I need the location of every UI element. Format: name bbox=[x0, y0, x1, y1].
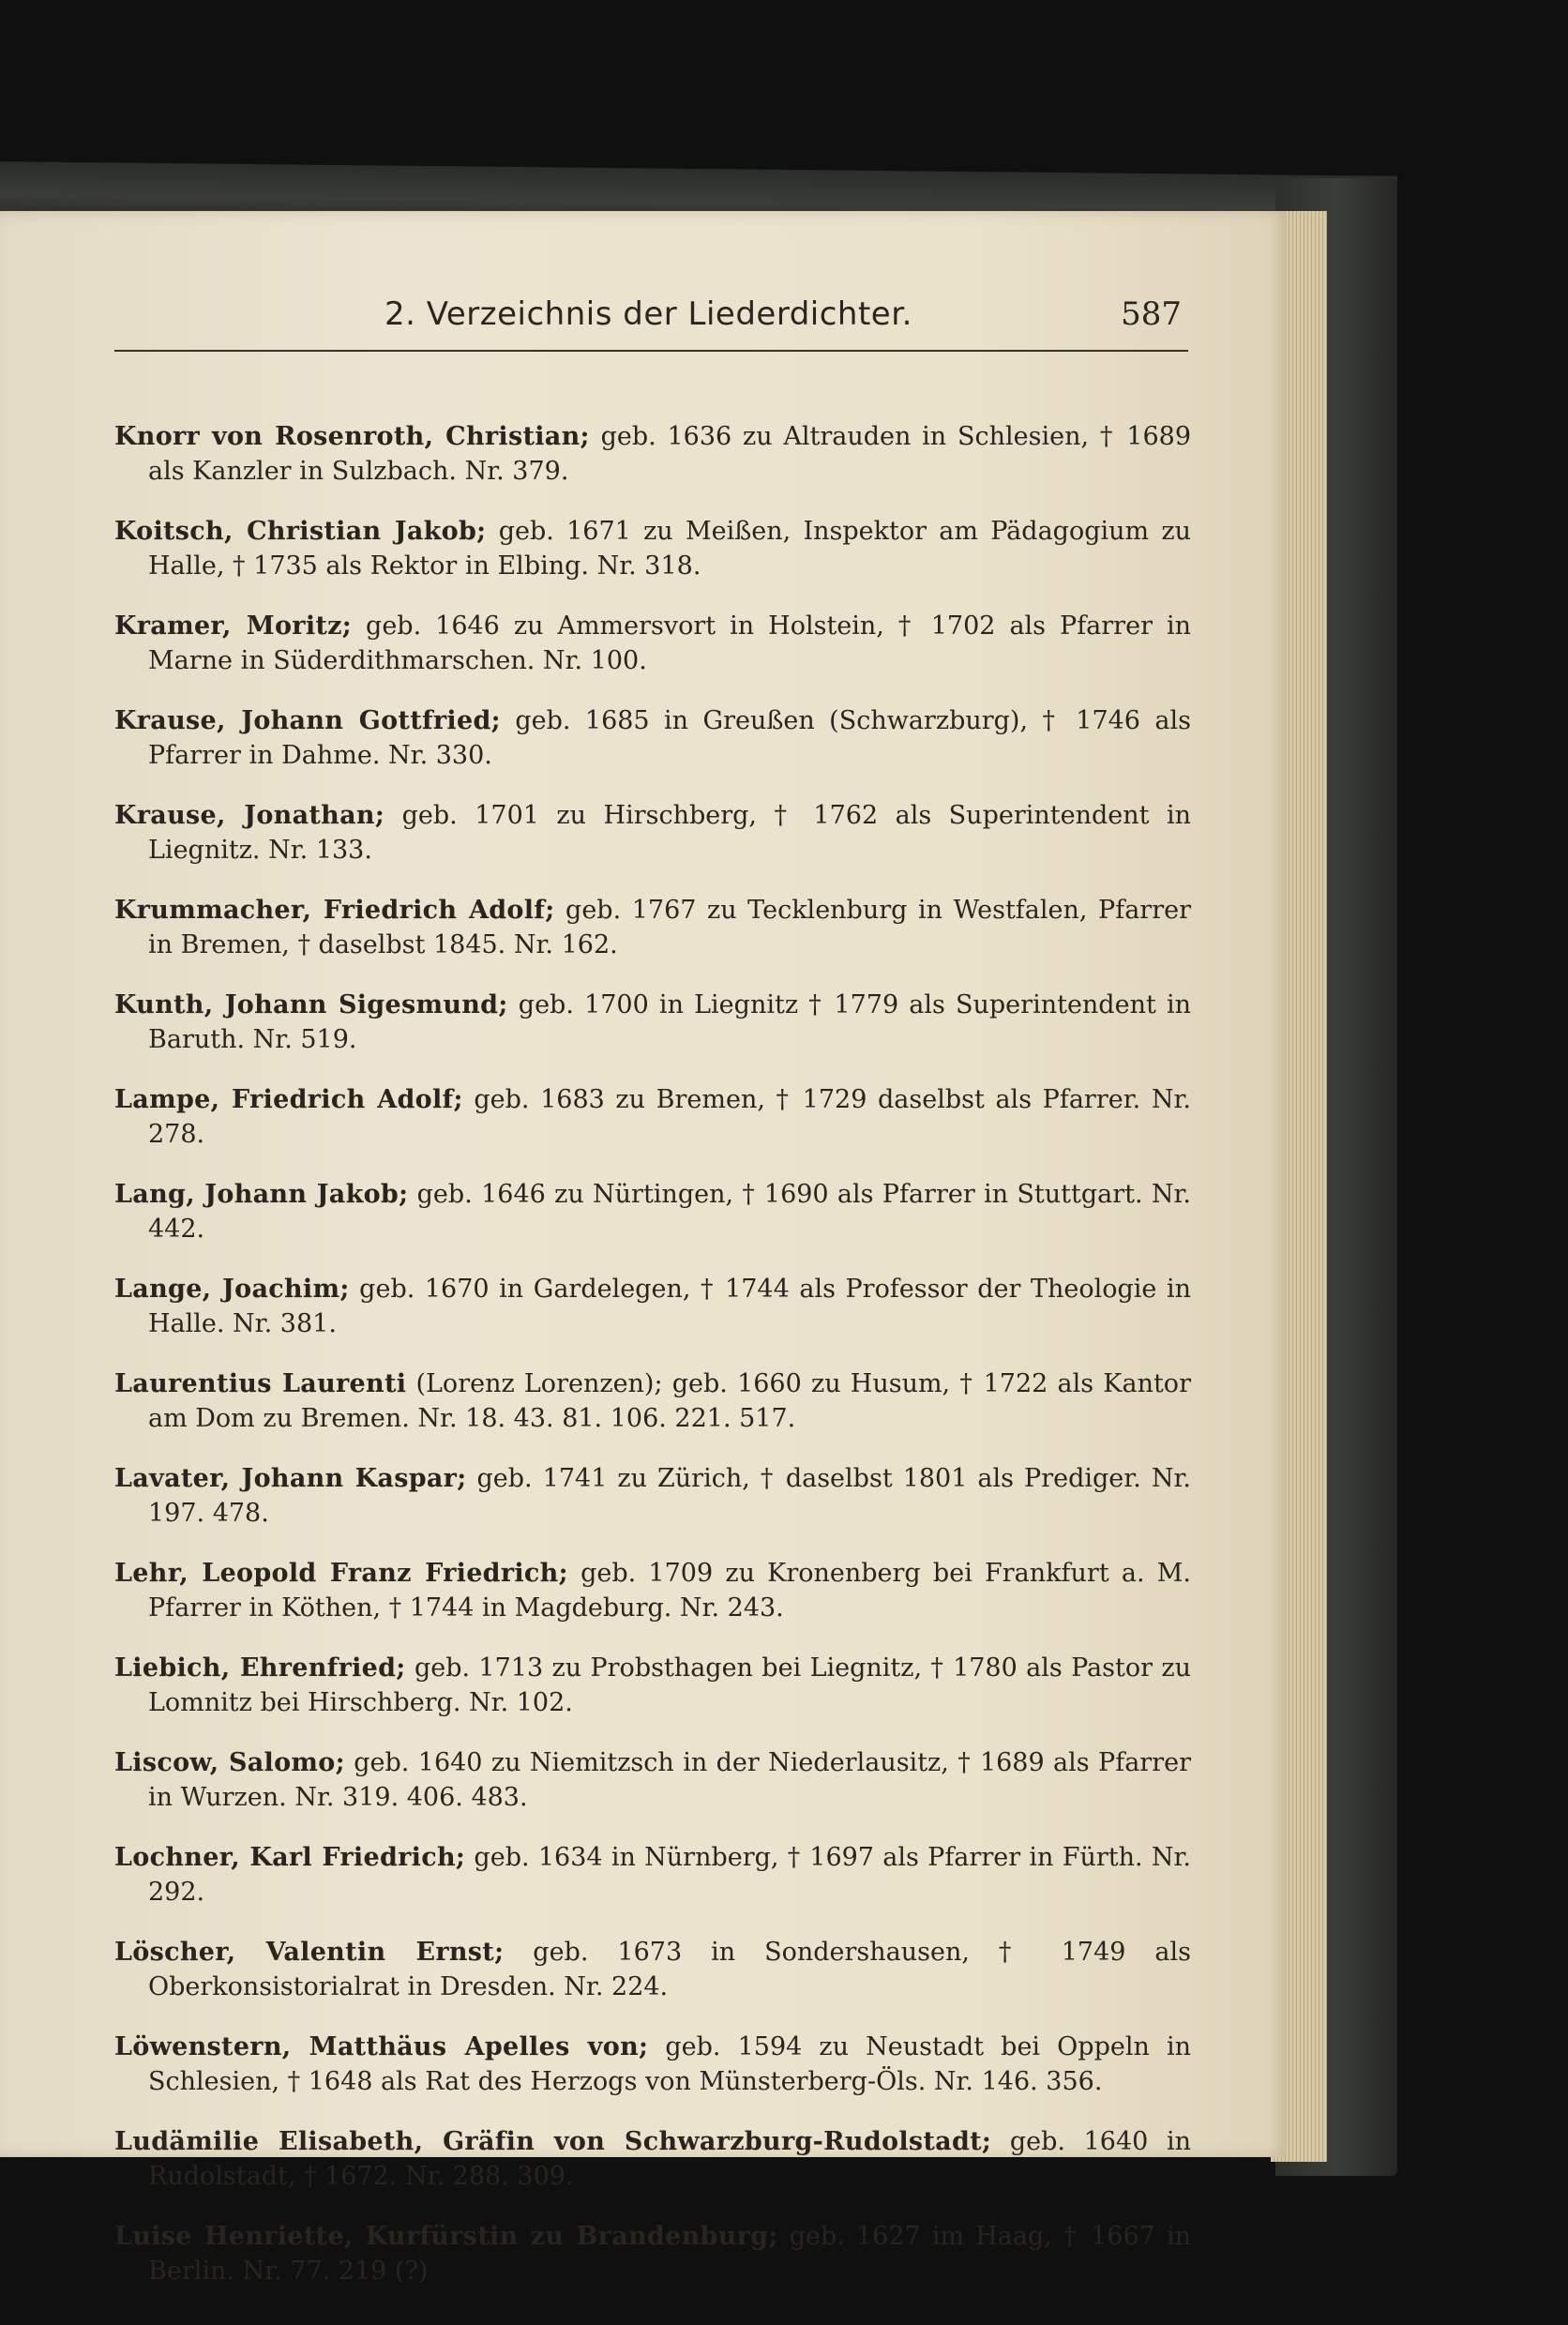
entry-laurentius bbox=[114, 1366, 1191, 1436]
poet-index-list bbox=[114, 394, 1191, 2309]
entry-name: Lang, Johann Jakob; bbox=[114, 1180, 409, 1209]
entry-loewenstern bbox=[114, 2030, 1191, 2099]
entry-name: Lehr, Leopold Franz Friedrich; bbox=[114, 1559, 568, 1588]
entry-luise-henriette bbox=[114, 2219, 1191, 2288]
entry-ludaemilie bbox=[114, 2124, 1191, 2194]
entry-name: Lochner, Karl Friedrich; bbox=[114, 1843, 466, 1872]
entry-name: Löwenstern, Matthäus Apelles von; bbox=[114, 2032, 649, 2061]
entry-name: Lampe, Friedrich Adolf; bbox=[114, 1085, 463, 1114]
entry-koitsch bbox=[114, 514, 1191, 583]
entry-loescher bbox=[114, 1935, 1191, 2004]
page-number: 587 bbox=[1121, 295, 1182, 333]
entry-kramer bbox=[114, 609, 1191, 678]
header-rule bbox=[114, 350, 1188, 352]
entry-name: Lavater, Johann Kaspar; bbox=[114, 1464, 467, 1493]
entry-text: geb. 1741 zu Zürich, † daselbst 1801 als Prediger. Nr. 197. 478. bbox=[148, 1464, 1191, 1528]
entry-text: geb. 1709 zu Kronenberg bei Frankfurt a. M. Pfarrer in Köthen, † 1744 in Magdeburg. Nr. 243. bbox=[148, 1559, 1191, 1623]
entry-lampe bbox=[114, 1082, 1191, 1152]
entry-name: Lange, Joachim; bbox=[114, 1275, 350, 1304]
entry-text: geb. 1671 zu Meißen, Inspektor am Pädagogium zu Halle, † 1735 als Rektor in Elbing. Nr. 318. bbox=[148, 517, 1191, 581]
entry-name: Krause, Johann Gottfried; bbox=[114, 706, 501, 735]
entry-krause-jonathan bbox=[114, 798, 1191, 868]
entry-liscow bbox=[114, 1745, 1191, 1815]
entry-name: Ludämilie Elisabeth, Gräfin von Schwarzburg-Rudolstadt; bbox=[114, 2127, 992, 2156]
entry-text: geb. 1640 in Rudolstadt, † 1672. Nr. 288. 309. bbox=[148, 2127, 1191, 2191]
entry-knorr bbox=[114, 419, 1191, 489]
entry-lange bbox=[114, 1272, 1191, 1341]
entry-name: Krause, Jonathan; bbox=[114, 801, 385, 830]
entry-text: geb. 1646 zu Ammersvort in Holstein, † 1702 als Pfarrer in Marne in Süderdithmarschen. Nr. 100. bbox=[148, 611, 1191, 675]
entry-text: geb. 1636 zu Altrauden in Schlesien, † 1689 als Kanzler in Sulzbach. Nr. 379. bbox=[148, 422, 1191, 486]
entry-text: (Lorenz Lorenzen); geb. 1660 zu Husum, † 1722 als Kantor am Dom zu Bremen. Nr. 18. 43. 81. 106. 221. 517. bbox=[148, 1369, 1191, 1433]
entry-name: Laurentius Laurenti bbox=[114, 1369, 407, 1398]
entry-text: geb. 1685 in Greußen (Schwarzburg), † 1746 als Pfarrer in Dahme. Nr. 330. bbox=[148, 706, 1191, 770]
entry-text: geb. 1634 in Nürnberg, † 1697 als Pfarrer in Fürth. Nr. 292. bbox=[148, 1843, 1191, 1907]
entry-name: Liscow, Salomo; bbox=[114, 1748, 345, 1777]
entry-text: geb. 1670 in Gardelegen, † 1744 als Professor der Theologie in Halle. Nr. 381. bbox=[148, 1275, 1192, 1338]
entry-name: Krummacher, Friedrich Adolf; bbox=[114, 896, 555, 925]
running-head-title: 2. Verzeichnis der Liederdichter. bbox=[384, 295, 912, 333]
entry-name: Kunth, Johann Sigesmund; bbox=[114, 990, 508, 1019]
entry-name: Liebich, Ehrenfried; bbox=[114, 1653, 406, 1683]
entry-krummacher bbox=[114, 893, 1191, 962]
entry-name: Koitsch, Christian Jakob; bbox=[114, 517, 487, 546]
entry-text: geb. 1594 zu Neustadt bei Oppeln in Schlesien, † 1648 als Rat des Herzogs von Münsterberg-Öls. Nr. 146. 356. bbox=[148, 2032, 1191, 2096]
entry-text: geb. 1713 zu Probsthagen bei Liegnitz, † 1780 als Pastor zu Lomnitz bei Hirschberg. Nr. 102. bbox=[148, 1653, 1192, 1717]
entry-lavater bbox=[114, 1461, 1191, 1531]
entry-name: Löscher, Valentin Ernst; bbox=[114, 1938, 505, 1967]
entry-text: geb. 1683 zu Bremen, † 1729 daselbst als Pfarrer. Nr. 278. bbox=[148, 1085, 1191, 1149]
entry-lochner bbox=[114, 1840, 1191, 1910]
running-head bbox=[384, 295, 1182, 340]
entry-text: geb. 1627 im Haag, † 1667 in Berlin. Nr. 77. 219 (?) bbox=[148, 2222, 1191, 2286]
entry-text: geb. 1640 zu Niemitzsch in der Niederlausitz, † 1689 als Pfarrer in Wurzen. Nr. 319. 406. 483. bbox=[148, 1748, 1191, 1812]
entry-lehr bbox=[114, 1556, 1191, 1625]
entry-lang bbox=[114, 1177, 1191, 1246]
entry-liebich bbox=[114, 1651, 1191, 1720]
entry-text: geb. 1701 zu Hirschberg, † 1762 als Superintendent in Liegnitz. Nr. 133. bbox=[148, 801, 1191, 865]
entry-text: geb. 1646 zu Nürtingen, † 1690 als Pfarrer in Stuttgart. Nr. 442. bbox=[148, 1180, 1192, 1244]
entry-krause-johann bbox=[114, 703, 1191, 773]
entry-text: geb. 1767 zu Tecklenburg in Westfalen, Pfarrer in Bremen, † daselbst 1845. Nr. 162. bbox=[148, 896, 1191, 959]
entry-text: geb. 1700 in Liegnitz † 1779 als Superintendent in Baruth. Nr. 519. bbox=[148, 990, 1191, 1054]
entry-kunth bbox=[114, 988, 1191, 1057]
entry-text: geb. 1673 in Sondershausen, † 1749 als Oberkonsistorialrat in Dresden. Nr. 224. bbox=[148, 1938, 1191, 2001]
entry-name: Knorr von Rosenroth, Christian; bbox=[114, 422, 590, 451]
entry-name: Kramer, Moritz; bbox=[114, 611, 353, 641]
entry-name: Luise Henriette, Kurfürstin zu Brandenburg; bbox=[114, 2222, 778, 2251]
